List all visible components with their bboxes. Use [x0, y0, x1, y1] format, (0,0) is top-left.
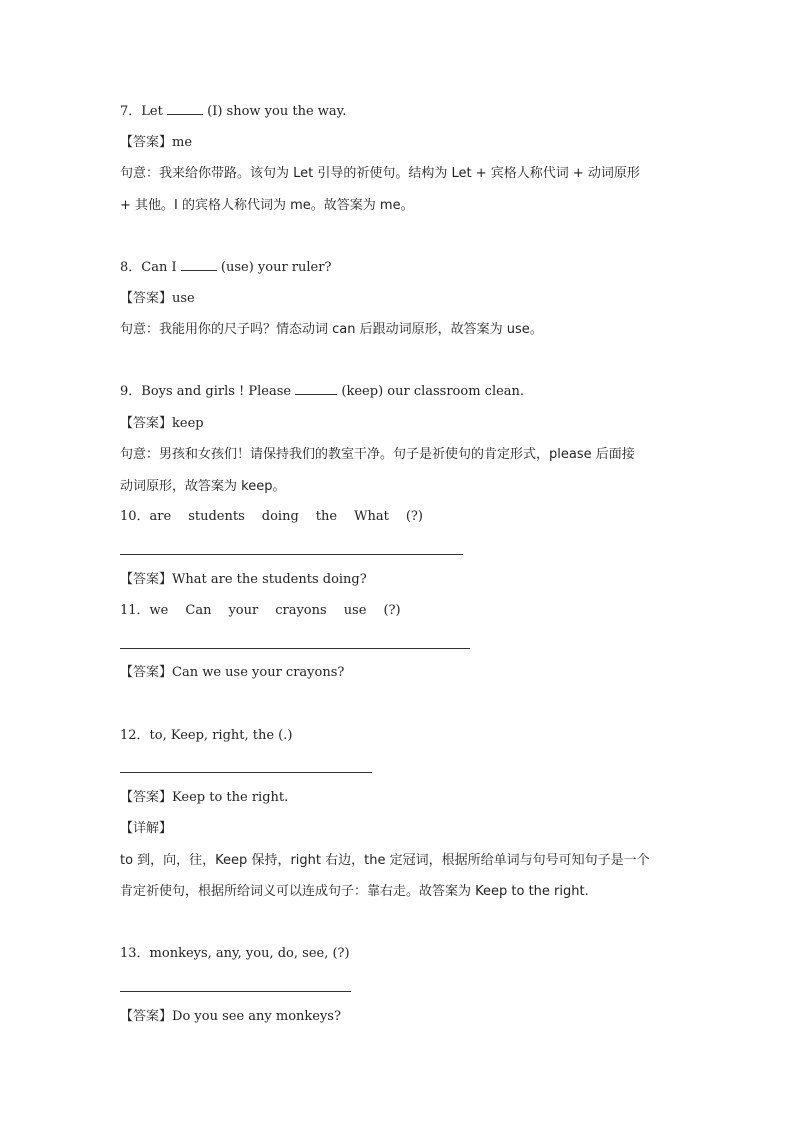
word: doing: [261, 509, 299, 524]
answer-tag: 【答案】: [120, 790, 173, 805]
question-7: [120, 103, 346, 121]
explanation-9-line-2: 动词原形，故答案为 keep。: [120, 479, 286, 494]
detail-tag: 【详解】: [120, 821, 173, 836]
question-number: 12．: [120, 728, 150, 743]
explanation-8-line-1: 句意：我能用你的尺子吗？情态动词 can 后跟动词原形，故答案为 use。: [120, 322, 543, 337]
question-10: [120, 508, 423, 526]
answer-tag: 【答案】: [120, 1009, 173, 1024]
answer-tag: 【答案】: [120, 665, 173, 680]
answer-blank: [181, 270, 217, 271]
answer-text: use: [172, 291, 195, 306]
question-9: [120, 383, 524, 401]
word: use: [343, 603, 367, 618]
question-text-pre: Can I: [141, 260, 177, 275]
word: are: [149, 509, 172, 524]
explanation-12-line-1: to 到，向，往，Keep 保持，right 右边，the 定冠词，根据所给单词与句号可知句子是一个: [120, 853, 650, 868]
answer-text: Keep to the right.: [172, 790, 289, 805]
answer-blank: [295, 394, 337, 395]
question-number: 8．: [120, 260, 142, 275]
answer-tag: 【答案】: [120, 572, 173, 587]
word: (?): [405, 509, 423, 524]
answer-line-10: [120, 571, 367, 589]
question-text: monkeys, any, you, do, see, (?): [149, 946, 350, 961]
question-8: [120, 259, 331, 277]
answer-line-7: [120, 134, 192, 152]
question-number: 7．: [120, 104, 142, 119]
answer-text: keep: [172, 416, 204, 431]
answer-tag: 【答案】: [120, 135, 173, 150]
answer-blank: [167, 114, 203, 115]
answer-tag: 【答案】: [120, 291, 173, 306]
question-text-pre: Let: [141, 104, 163, 119]
answer-line-12: [120, 789, 288, 807]
question-number: 11．: [120, 603, 150, 618]
answer-line-rule: [120, 554, 463, 555]
answer-line-8: [120, 290, 195, 308]
question-13: [120, 945, 350, 963]
word: students: [188, 509, 245, 524]
answer-text: Do you see any monkeys?: [172, 1009, 341, 1024]
answer-text: What are the students doing?: [172, 572, 367, 587]
question-text: to, Keep, right, the (.): [149, 728, 293, 743]
explanation-7-line-1: 句意：我来给你带路。该句为 Let 引导的祈使句。结构为 Let + 宾格人称代词 + 动词原形: [120, 166, 640, 181]
answer-line-rule: [120, 648, 470, 649]
answer-line-9: [120, 415, 204, 433]
answer-line-11: [120, 664, 344, 682]
explanation-7-line-2: + 其他。I 的宾格人称代词为 me。故答案为 me。: [120, 198, 414, 213]
question-text-post: (keep) our classroom clean.: [341, 384, 525, 399]
answer-text: me: [172, 135, 193, 150]
word: we: [149, 603, 169, 618]
word: (?): [383, 603, 401, 618]
explanation-9-line-1: 句意：男孩和女孩们！请保持我们的教室干净。句子是祈使句的肯定形式，please 后面接: [120, 447, 635, 462]
question-text-post: (I) show you the way.: [207, 104, 347, 119]
question-text-pre: Boys and girls ! Please: [141, 384, 292, 399]
answer-line-rule: [120, 991, 351, 992]
answer-line-rule: [120, 772, 372, 773]
word: the: [315, 509, 338, 524]
word: crayons: [275, 603, 327, 618]
question-11: [120, 602, 401, 620]
question-12: [120, 727, 292, 745]
question-number: 13．: [120, 946, 150, 961]
question-text-post: (use) your ruler?: [220, 260, 332, 275]
word: Can: [185, 603, 212, 618]
explanation-12-line-2: 肯定祈使句，根据所给词义可以连成句子：靠右走。故答案为 Keep to the right.: [120, 884, 589, 899]
word: your: [228, 603, 259, 618]
answer-line-13: [120, 1008, 341, 1026]
question-number: 10．: [120, 509, 150, 524]
word: What: [354, 509, 389, 524]
answer-text: Can we use your crayons?: [172, 665, 345, 680]
question-number: 9．: [120, 384, 142, 399]
answer-tag: 【答案】: [120, 416, 173, 431]
